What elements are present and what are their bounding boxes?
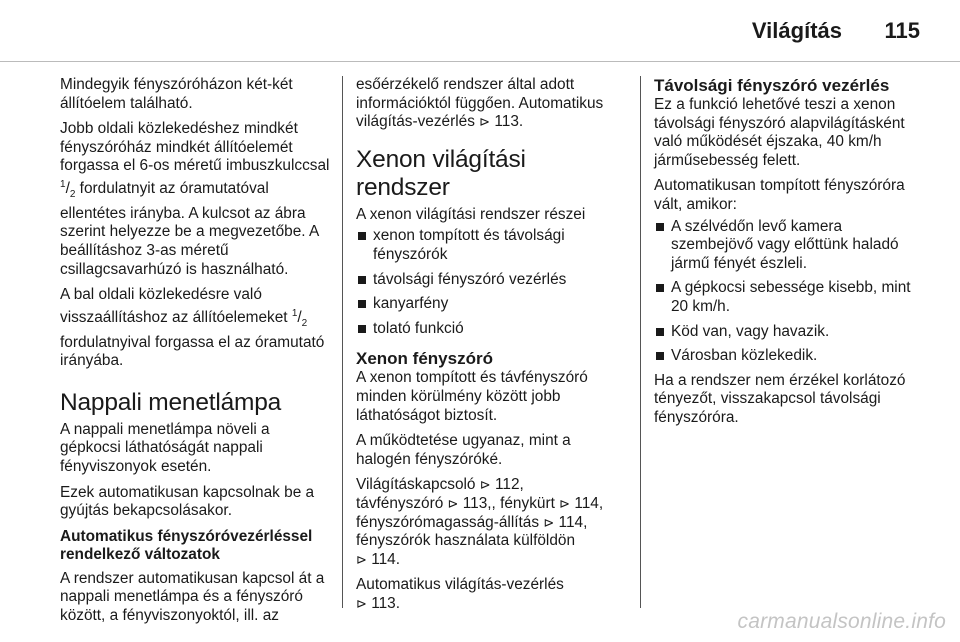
reference-list: Automatikus világítás-vezérlés ⊳ 113. [356, 576, 564, 612]
paragraph: A bal oldali közlekedésre való visszaállításhoz az állítóelemeket $^1/_2$ fordulatnyival forgassa el az óramutató irányába. [60, 286, 325, 370]
fraction-half: $^1/_2$ [60, 178, 76, 201]
list-item: Városban közlekedik. [654, 347, 926, 366]
paragraph: Jobb oldali közlekedéshez mindkét fényszóróház mindkét állítóelemét forgassa el 6-os méretű imbuszkulccsal $^1/_2$ fordulatnyit az óramutatóval ellentétes irányba. A kulcsot az ábra szerint helyezze be a megvezetőbe. A beállításhoz 3-as méretű csillagcsavarhúzó is használható. [60, 120, 330, 278]
page-title: Világítás [751, 18, 842, 43]
section-heading-xenon: Xenon fényszóró [356, 349, 493, 369]
page-number: 115 [884, 18, 920, 43]
page-reference-icon: ⊳ [479, 114, 491, 130]
list-item: távolsági fényszóró vezérlés [356, 271, 626, 290]
paragraph: A rendszer automatikusan kapcsol át a nappali menetlámpa és a fényszóró között, a fényviszonyoktól, ill. az [60, 569, 325, 625]
page-ref[interactable]: 114. [371, 550, 400, 568]
page-ref[interactable]: 114, [558, 513, 588, 531]
subheading-auto-control: Automatikus fényszóróvezérléssel rendelkező változatok [60, 527, 313, 564]
paragraph: Ezek automatikusan kapcsolnak be a gyújtás bekapcsolásakor. [60, 483, 315, 520]
paragraph: esőérzékelő rendszer által adott információktól függően. Automatikus világítás-vezérlés ⊳ 113. [356, 76, 604, 131]
header-rule [0, 61, 960, 62]
page-ref[interactable]: 113, [462, 494, 492, 512]
paragraph: A nappali menetlámpa növeli a gépkocsi láthatóságát nappali fényviszonyok esetén. [60, 420, 270, 475]
section-heading-daylight: Nappali menetlámpa [60, 388, 282, 416]
paragraph: Mindegyik fényszóróházon két-két állítóelem található. [60, 76, 293, 112]
paragraph: Ha a rendszer nem érzékel korlátozó tényezőt, visszakapcsol távolsági fényszóróra. [654, 371, 906, 426]
fraction-half: $^1/_2$ [291, 307, 308, 329]
paragraph: A xenon tompított és távfényszóró minden körülmény között jobb láthatóságot biztosít. [356, 369, 588, 424]
page-reference-icon: ⊳ [356, 595, 367, 611]
page-reference-icon: ⊳ [479, 477, 491, 493]
page-reference-icon: ⊳ [447, 495, 459, 511]
list-item: xenon tompított és távolsági fényszórók [356, 227, 626, 264]
page-ref[interactable]: 112, [494, 476, 524, 494]
bullet-list [356, 227, 626, 338]
page-ref[interactable]: 113. [494, 113, 524, 131]
column-3 [654, 76, 926, 435]
column-divider-1 [342, 76, 343, 608]
column-1 [60, 76, 332, 633]
bullet-list [654, 218, 926, 366]
paragraph: A működtetése ugyanaz, mint a halogén fényszóróké. [356, 432, 571, 468]
list-item: kanyarfény [356, 295, 626, 314]
page-reference-icon: ⊳ [543, 514, 555, 530]
section-heading-high-beam: Távolsági fényszóró vezérlés [654, 76, 890, 95]
page-reference-icon: ⊳ [559, 495, 571, 511]
paragraph: A xenon világítási rendszer részei [356, 205, 586, 223]
page-ref[interactable]: 114, [574, 494, 604, 512]
list-item: A szélvédőn levő kamera szembejövő vagy előttünk haladó jármű fényét észleli. [654, 218, 926, 274]
paragraph: Ez a funkció lehetővé teszi a xenon távolsági fényszóró alapvilágításként való működését éjszaka, 40 km/h járműsebesség felett. [654, 96, 905, 169]
list-item: tolató funkció [356, 320, 626, 339]
list-item: A gépkocsi sebessége kisebb, mint 20 km/h. [654, 279, 926, 316]
watermark: carmanualsonline.info [737, 610, 946, 633]
column-divider-2 [640, 76, 641, 608]
page-ref[interactable]: 113. [371, 594, 400, 612]
paragraph: Automatikusan tompított fényszóróra vált, amikor: [654, 177, 905, 213]
column-2 [356, 76, 626, 620]
page-header [0, 0, 960, 62]
list-item: Köd van, vagy havazik. [654, 323, 926, 342]
page-reference-icon: ⊳ [356, 551, 367, 567]
reference-list: Világításkapcsoló ⊳ 112, távfényszóró ⊳ 113,, fénykürt ⊳ 114, fényszórómagasság-állítás ⊳ 114, fényszórók használata külföldön ⊳ 114. [356, 476, 604, 568]
section-heading-xenon-system: Xenon világítási rendszer [356, 145, 526, 201]
